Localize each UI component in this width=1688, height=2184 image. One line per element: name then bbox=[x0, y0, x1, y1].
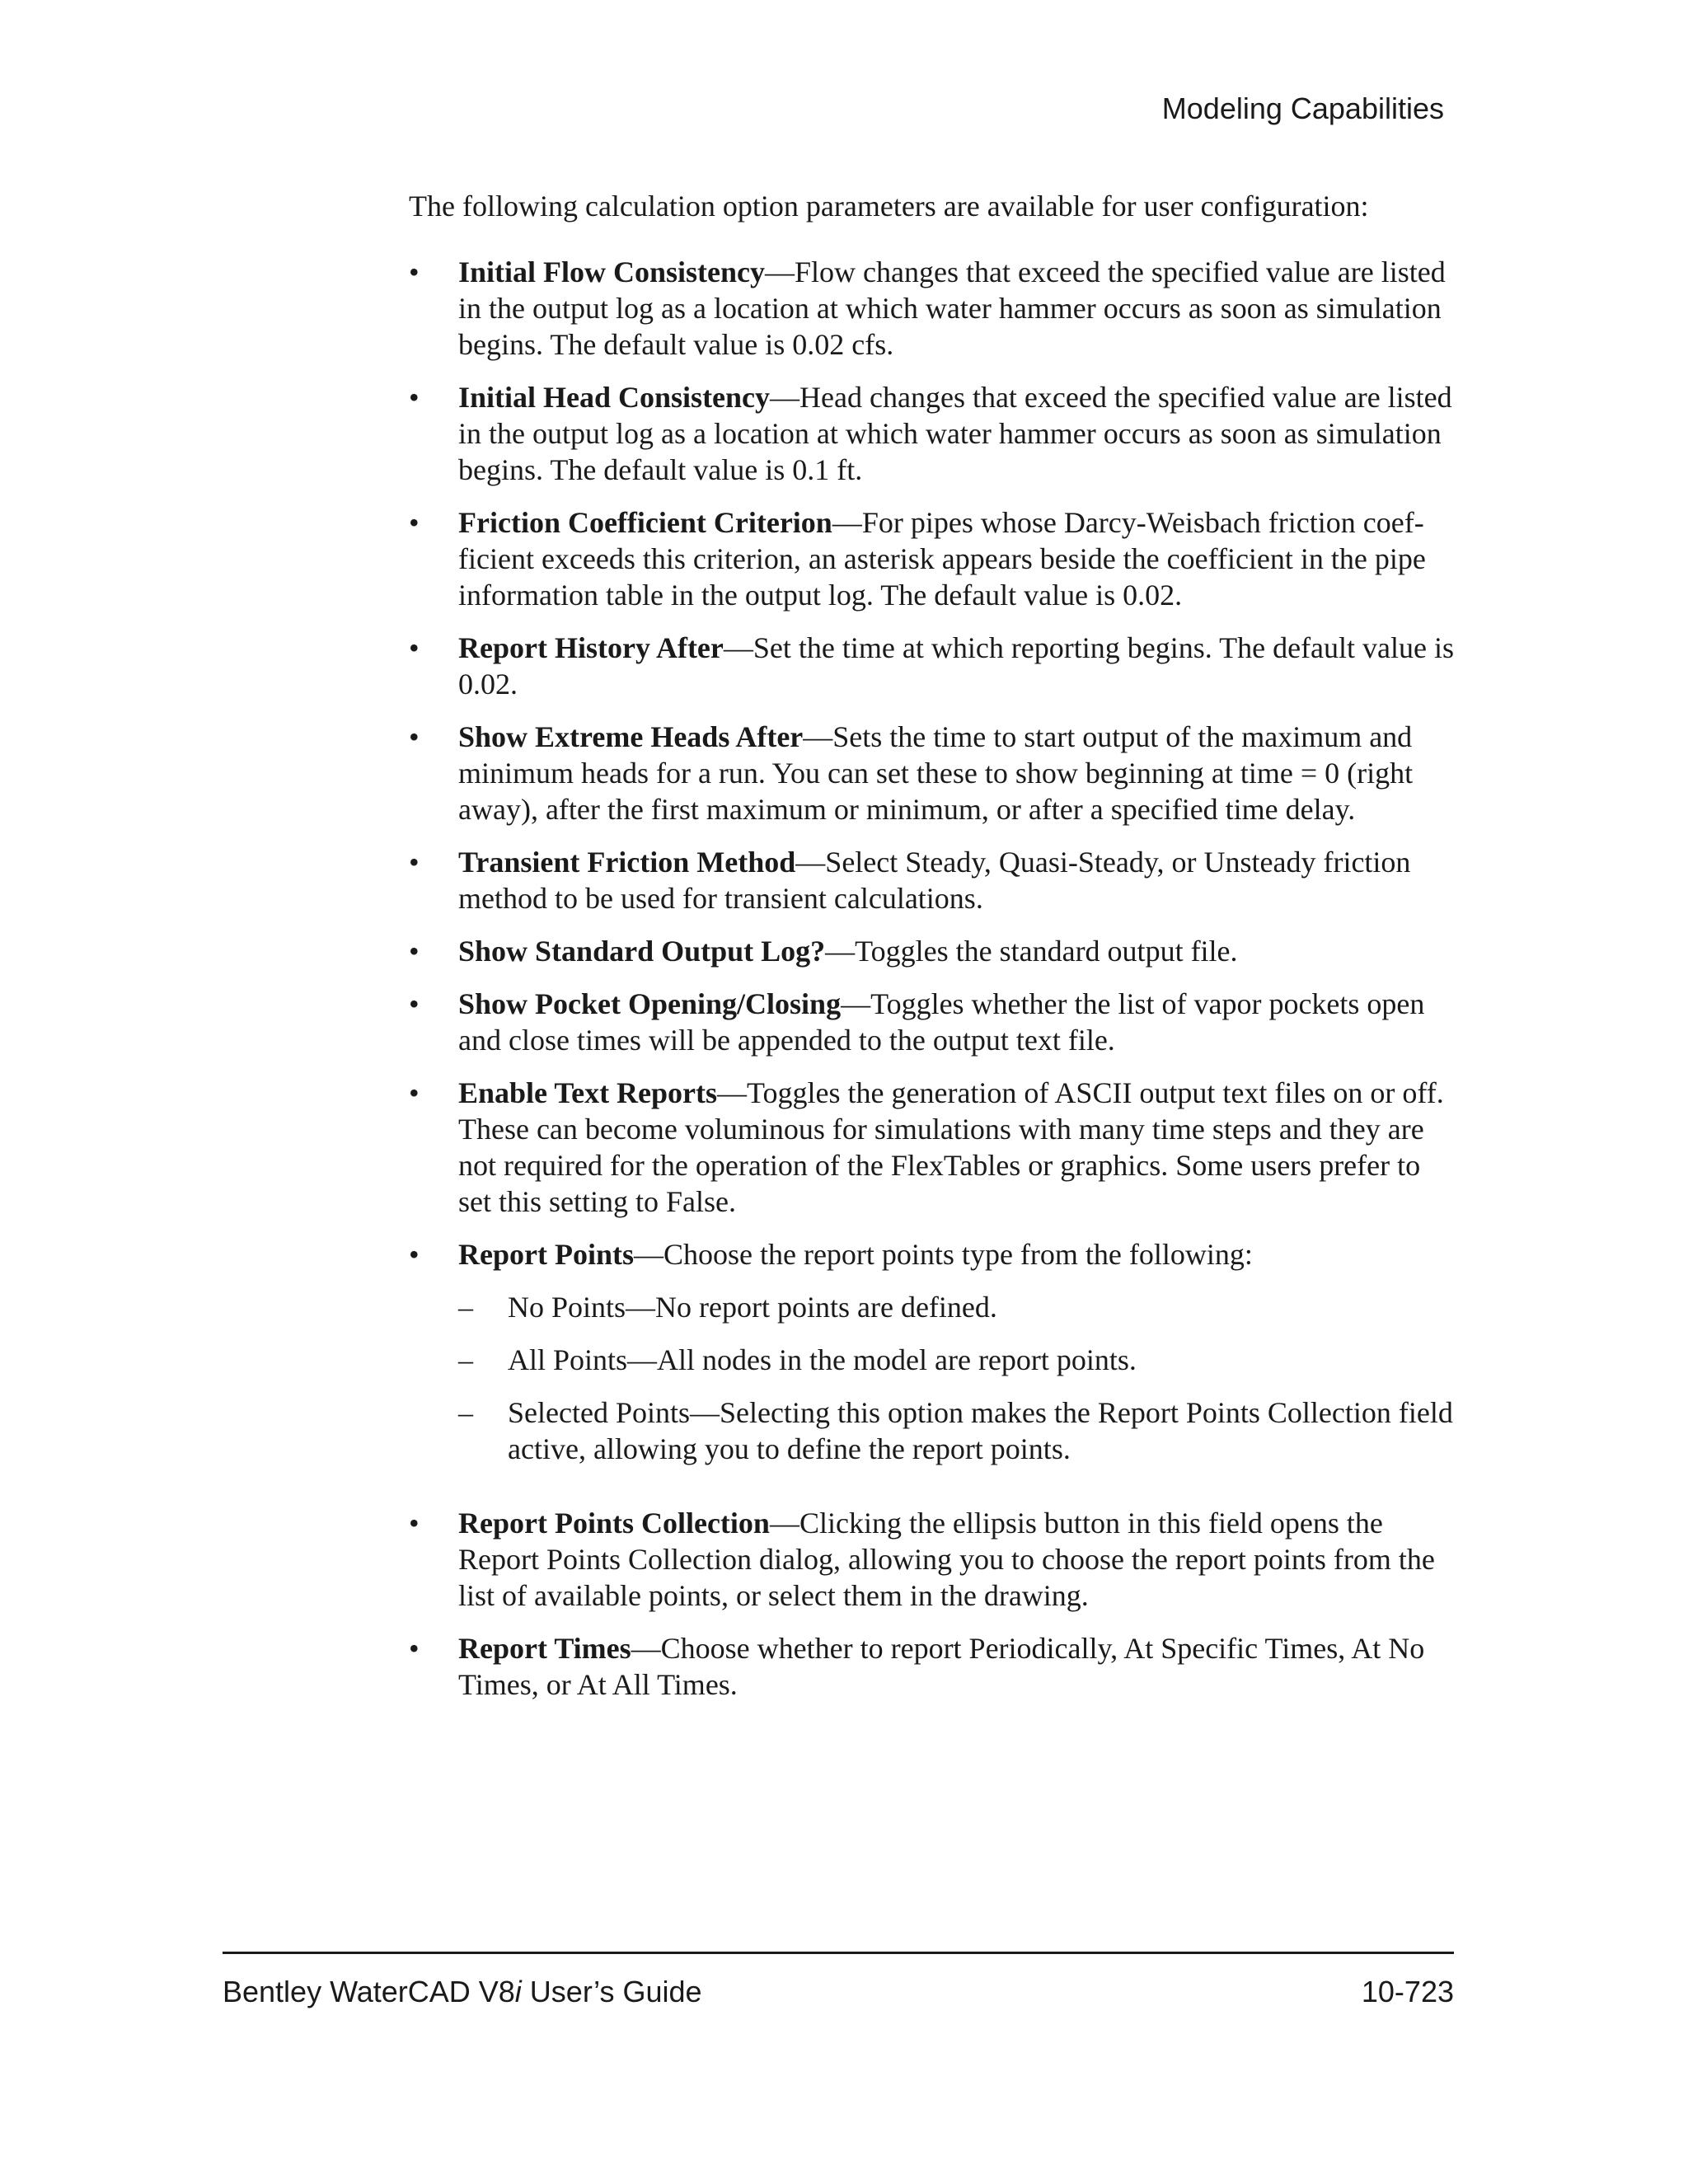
option-term: Show Extreme Heads After bbox=[458, 720, 804, 753]
option-description: —Head changes that exceed the specified value are listed in the output log as a location at which water hammer occurs as soon as simulation begins. The default value is 0.1 ft. bbox=[458, 381, 1452, 486]
option-description: —Choose whether to report Periodically, At Specific Times, At No Times, or At All Times. bbox=[458, 1632, 1425, 1701]
option-term: Initial Head Consistency bbox=[458, 381, 771, 414]
option-term: Report Points Collection bbox=[458, 1507, 770, 1540]
bullet-icon: • bbox=[409, 506, 420, 539]
guide-title-suffix: User’s Guide bbox=[521, 1975, 702, 2008]
bullet-icon: • bbox=[409, 720, 420, 753]
list-item bbox=[409, 630, 1461, 702]
list-item bbox=[409, 1236, 1461, 1467]
sub-list-item bbox=[458, 1342, 1461, 1378]
list-item bbox=[409, 1505, 1461, 1614]
option-term: Friction Coefficient Criterion bbox=[458, 506, 832, 539]
option-description: —Set the time at which reporting begins. The default value is 0.02. bbox=[458, 631, 1455, 701]
option-description: —Sets the time to start output of the maximum and minimum heads for a run. You can set these to show beginning at time = 0 (right away), after the first maximum or minimum, or after a specified time delay. bbox=[458, 720, 1414, 826]
option-term: Report Points bbox=[458, 1238, 634, 1271]
bullet-icon: • bbox=[409, 935, 420, 968]
option-description: —Toggles the generation of ASCII output text files on or off. These can become voluminous for simulations with many time steps and they are not required for the operation of the FlexTables or graphics. Some users prefer to set this setting to False. bbox=[458, 1076, 1444, 1218]
sub-item-text: No Points—No report points are defined. bbox=[508, 1291, 997, 1324]
footer-divider bbox=[223, 1952, 1454, 1954]
option-term: Enable Text Reports bbox=[458, 1076, 718, 1109]
bullet-icon: • bbox=[409, 1507, 420, 1540]
list-item bbox=[409, 1075, 1461, 1220]
option-description: —Choose the report points type from the following: bbox=[633, 1238, 1253, 1271]
option-description: —Toggles whether the list of vapor pockets open and close times will be appended to the output text file. bbox=[458, 987, 1425, 1057]
list-item bbox=[409, 254, 1461, 363]
bullet-icon: • bbox=[409, 631, 420, 664]
option-list bbox=[409, 254, 1461, 1703]
option-term: Report Times bbox=[458, 1632, 631, 1665]
option-term: Initial Flow Consistency bbox=[458, 255, 766, 288]
sub-list-item bbox=[458, 1289, 1461, 1325]
intro-paragraph: The following calculation option parameters are available for user configuration: bbox=[409, 190, 1369, 223]
list-item bbox=[409, 933, 1461, 969]
sub-list-item bbox=[458, 1394, 1461, 1467]
dash-icon: – bbox=[458, 1343, 473, 1376]
page-number: 10-723 bbox=[1361, 1975, 1454, 2008]
bullet-icon: • bbox=[409, 1238, 420, 1271]
page-body bbox=[409, 188, 1461, 1719]
option-term: Report History After bbox=[458, 631, 724, 664]
option-term: Show Standard Output Log? bbox=[458, 935, 826, 968]
guide-title-prefix: Bentley WaterCAD V8 bbox=[223, 1975, 515, 2008]
option-term: Show Pocket Opening/Closing bbox=[458, 987, 842, 1020]
list-item bbox=[409, 844, 1461, 916]
option-description: —Flow changes that exceed the specified value are listed in the output log as a location at which water hammer occurs as soon as simulation begins. The default value is 0.02 cfs. bbox=[458, 255, 1446, 361]
bullet-icon: • bbox=[409, 381, 420, 414]
list-item bbox=[409, 504, 1461, 613]
bullet-icon: • bbox=[409, 255, 420, 288]
report-points-sublist bbox=[458, 1289, 1461, 1467]
option-description: —Toggles the standard output file. bbox=[825, 935, 1238, 968]
footer-guide-title bbox=[223, 1974, 702, 2010]
list-item bbox=[409, 986, 1461, 1058]
bullet-icon: • bbox=[409, 1076, 420, 1109]
running-header: Modeling Capabilities bbox=[1161, 91, 1444, 125]
bullet-icon: • bbox=[409, 987, 420, 1020]
bullet-icon: • bbox=[409, 846, 420, 879]
option-description: —For pipes whose Darcy-Weisbach friction coefficient exceeds this criterion, an asterisk appears beside the coefficient in the pipe information table in the output log. The default value is 0.02. bbox=[458, 506, 1426, 612]
sub-item-text: All Points—All nodes in the model are report points. bbox=[508, 1343, 1137, 1376]
option-description: —Select Steady, Quasi-Steady, or Unsteady friction method to be used for transient calculations. bbox=[458, 846, 1411, 915]
list-item bbox=[409, 379, 1461, 488]
dash-icon: – bbox=[458, 1291, 473, 1324]
list-item bbox=[409, 719, 1461, 827]
list-item bbox=[409, 1630, 1461, 1703]
option-term: Transient Friction Method bbox=[458, 846, 796, 879]
guide-title-italic: i bbox=[514, 1975, 522, 2008]
dash-icon: – bbox=[458, 1396, 473, 1429]
bullet-icon: • bbox=[409, 1632, 420, 1665]
sub-item-text: Selected Points—Selecting this option makes the Report Points Collection field active, allowing you to define the report points. bbox=[508, 1396, 1453, 1465]
option-description: —Clicking the ellipsis button in this field opens the Report Points Collection dialog, allowing you to choose the report points from the list of available points, or select them in the drawing. bbox=[458, 1507, 1435, 1612]
